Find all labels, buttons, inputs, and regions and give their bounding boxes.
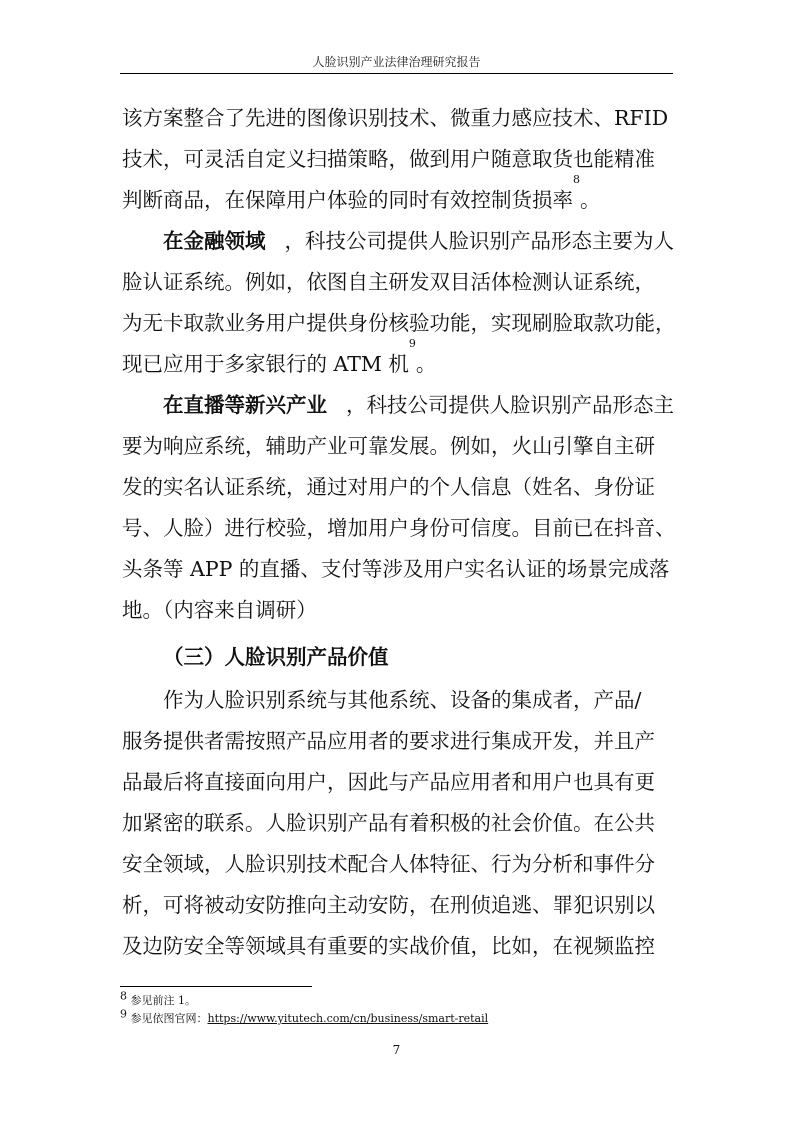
text-run: ，科技公司提供人脸识别产品形态主要为人 [284,229,674,253]
text-line [163,680,674,720]
footnote [120,1007,489,1026]
text-line [122,590,674,630]
footnote-link[interactable]: https://www.yitutech.com/cn/business/smart-retail [207,1012,489,1025]
text-run: 判断商品，在保障用户体验的同时有效控制货损率 [122,188,573,212]
text-line [122,926,674,966]
text-run: 该方案整合了先进的图像识别技术、微重力感应技术、RFID [122,106,669,130]
text-run: 及边防安全等领域具有重要的实战价值，比如，在视频监控 [122,934,655,958]
text-line [122,803,674,843]
page-number: 7 [392,1043,401,1057]
footnote-text: 参见依图官网： [130,1012,208,1025]
footnote-ref[interactable]: 9 [408,337,416,350]
text-run: 为无卡取款业务用户提供身份核验功能，实现刷脸取款功能， [122,311,676,335]
footnote-divider [120,986,312,987]
footnote-ref[interactable]: 8 [573,173,580,186]
text-line [122,844,674,884]
footnote-text: 参见前注 1。 [130,994,196,1007]
text-line [122,885,674,925]
text-run: 技术，可灵活自定义扫描策略，做到用户随意取货也能精准 [122,147,655,171]
footnote [120,989,196,1008]
text-line [163,385,674,425]
text-run: 头条等 APP 的直播、支付等涉及用户实名认证的场景完成落 [122,557,670,581]
text-line [122,549,674,589]
text-line [122,303,674,343]
text-line [122,467,674,507]
section-heading: （三）人脸识别产品价值 [163,645,389,669]
running-header: 人脸识别产业法律治理研究报告 [312,55,481,69]
text-run: 加紧密的联系。人脸识别产品有着积极的社会价值。在公共 [122,811,655,835]
text-run: 脸认证系统。例如，依图自主研发双目活体检测认证系统， [122,270,655,294]
text-line [122,721,674,761]
text-run: 析，可将被动安防推向主动安防，在刑侦追逃、罪犯识别以 [122,893,655,917]
text-run: ，科技公司提供人脸识别产品形态主 [346,393,674,417]
text-line [122,139,674,179]
text-run: 品最后将直接面向用户，因此与产品应用者和用户也具有更 [122,770,655,794]
text-run: 现已应用于多家银行的 ATM 机 [122,352,409,376]
header-divider [120,73,673,74]
text-line [122,262,674,302]
text-run: 作为人脸识别系统与其他系统、设备的集成者，产品/ [163,688,642,712]
text-line [122,173,674,220]
text-run: 服务提供者需按照产品应用者的要求进行集成开发，并且产 [122,729,655,753]
text-run: 号、人脸）进行校验，增加用户身份可信度。目前已在抖音、 [122,516,676,540]
text-line [122,762,674,802]
text-line [122,426,674,466]
text-run: 。 [415,352,437,376]
footnote-number: 9 [120,1007,127,1021]
paragraph-lead: 在金融领域 [163,229,266,253]
text-line [122,98,674,138]
text-run: 要为响应系统，辅助产业可靠发展。例如，火山引擎自主研 [122,434,655,458]
text-run: 安全领域，人脸识别技术配合人体特征、行为分析和事件分 [122,852,655,876]
footnote-number: 8 [120,989,127,1003]
text-run: 地。（内容来自调研） [122,598,317,622]
text-line [163,221,674,261]
text-line [122,337,674,384]
text-run: 发的实名认证系统，通过对用户的个人信息（姓名、身份证 [122,475,655,499]
paragraph-lead: 在直播等新兴产业 [163,393,327,417]
text-line [122,508,674,548]
text-run: 。 [580,188,601,212]
